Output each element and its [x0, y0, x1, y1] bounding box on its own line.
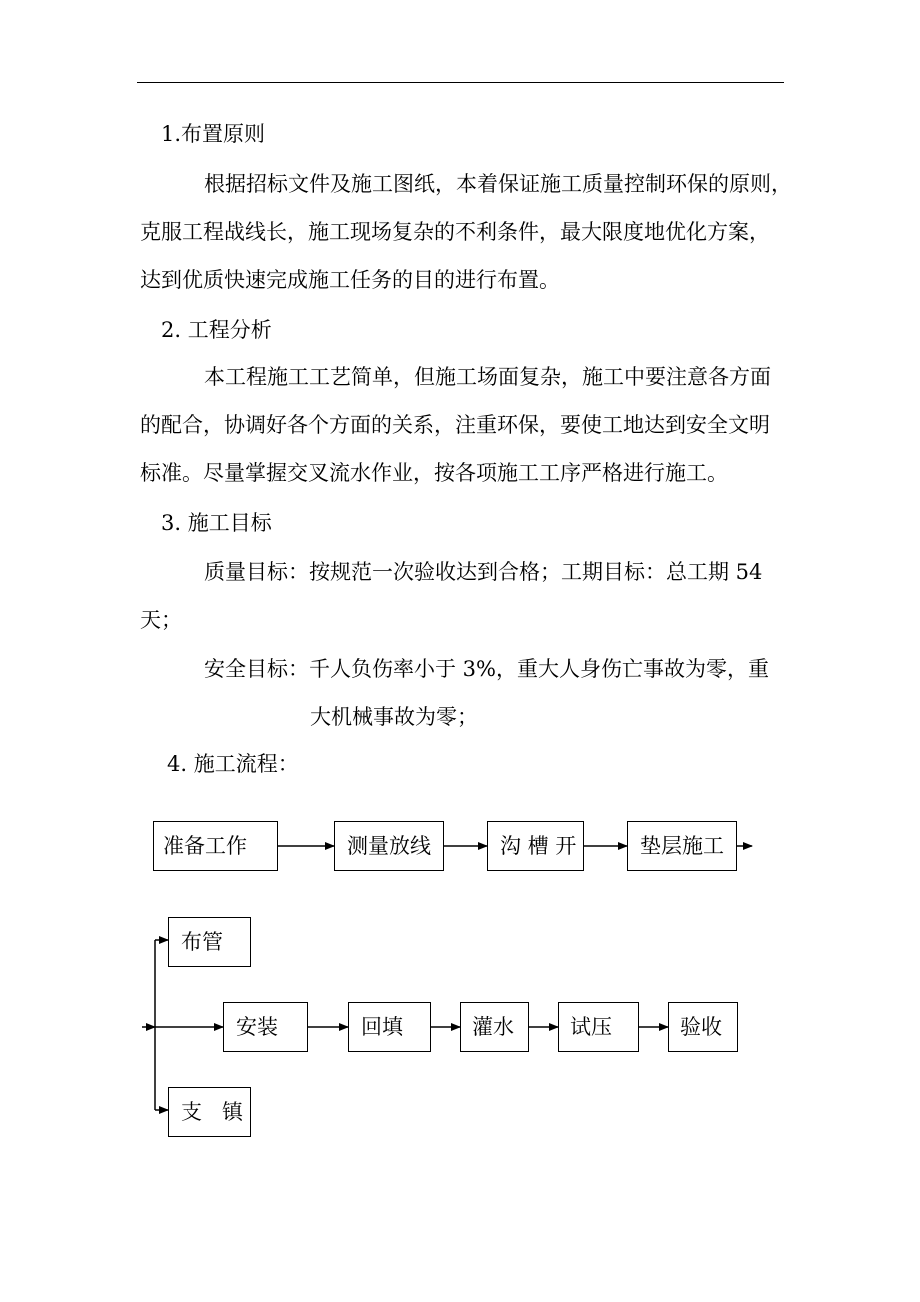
section-2-line-1: 本工程施工工艺简单，但施工场面复杂，施工中要注意各方面 — [204, 365, 771, 389]
flow-step-bedding: 垫层施工 — [627, 821, 737, 871]
section-2-line-2: 的配合，协调好各个方面的关系，注重环保，要使工地达到安全文明 — [140, 413, 770, 437]
flow-step-acceptance: 验收 — [668, 1002, 738, 1052]
section-2-heading: 2. 工程分析 — [161, 318, 272, 342]
section-3-heading: 3. 施工目标 — [161, 511, 272, 535]
safety-goal-line: 安全目标：千人负伤率小于 3%，重大人身伤亡事故为零，重 — [204, 657, 769, 681]
section-1-heading: 1.布置原则 — [161, 122, 266, 146]
flow-step-pipe-laying: 布管 — [168, 917, 251, 967]
flow-step-trench: 沟 槽 开 — [487, 821, 584, 871]
header-rule — [137, 82, 784, 83]
flow-step-backfill: 回填 — [348, 1002, 431, 1052]
flow-step-pressure-test: 试压 — [558, 1002, 639, 1052]
safety-goal-wrap: 大机械事故为零； — [310, 705, 478, 729]
quality-goal-wrap: 天； — [140, 608, 182, 632]
quality-goal-line: 质量目标：按规范一次验收达到合格；工期目标：总工期 54 — [204, 560, 763, 584]
section-1-line-1: 根据招标文件及施工图纸，本着保证施工质量控制环保的原则， — [204, 172, 792, 196]
flow-step-install: 安装 — [223, 1002, 308, 1052]
flow-step-support: 支 镇 — [168, 1087, 251, 1137]
section-1-line-2: 克服工程战线长，施工现场复杂的不利条件，最大限度地优化方案， — [140, 220, 770, 244]
flow-step-water-test: 灌水 — [460, 1002, 529, 1052]
flow-step-preparation: 准备工作 — [153, 821, 278, 871]
section-4-heading: 4. 施工流程： — [167, 752, 299, 776]
section-2-line-3: 标准。尽量掌握交叉流水作业，按各项施工工序严格进行施工。 — [140, 461, 728, 485]
flow-step-survey: 测量放线 — [334, 821, 444, 871]
section-1-line-3: 达到优质快速完成施工任务的目的进行布置。 — [140, 268, 560, 292]
